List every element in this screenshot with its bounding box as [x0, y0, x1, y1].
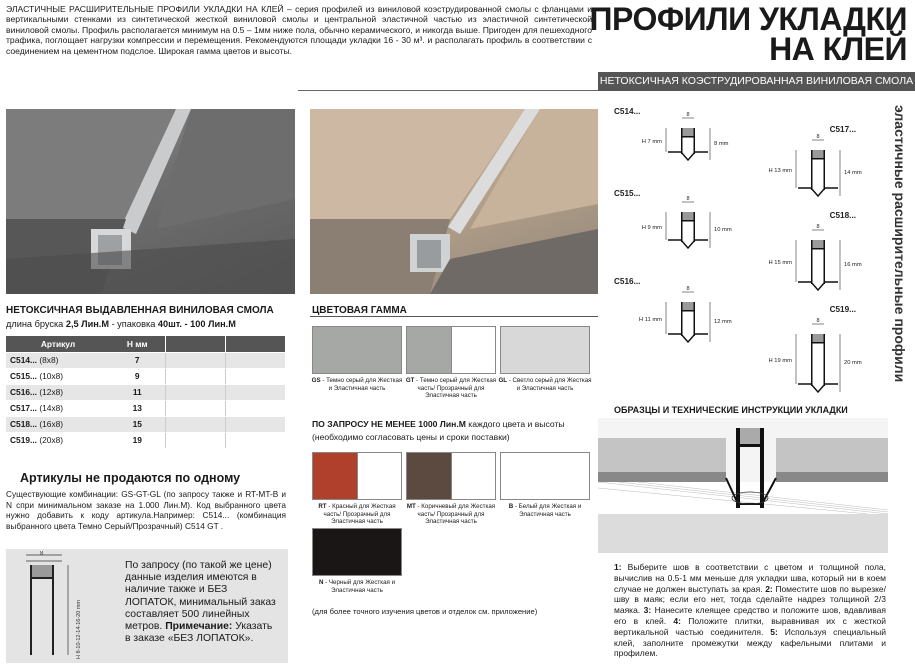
row-h: 9	[110, 368, 165, 384]
profile-bridge	[811, 342, 825, 344]
swatch-n-label: N - Черный для Жесткая и Эластичная часть	[318, 579, 396, 594]
swatch-gs-main	[313, 327, 401, 373]
profile-bridge	[681, 136, 695, 138]
table-row	[6, 416, 285, 432]
row-size: (14x8)	[39, 403, 64, 413]
col-h: H мм	[110, 336, 165, 352]
profile-insert	[682, 212, 694, 220]
profile-h: H 11 mm	[638, 317, 662, 323]
profile-wall-right	[824, 334, 826, 386]
row-empty-2	[225, 432, 285, 448]
photo-beige-illustration	[310, 109, 598, 294]
row-empty-1	[165, 352, 225, 368]
spec-title: НЕТОКСИЧНАЯ ВЫДАВЛЕННАЯ ВИНИЛОВАЯ СМОЛА	[6, 305, 274, 316]
install-diagram	[598, 418, 888, 553]
installation-photo-grey	[6, 109, 295, 294]
gs-code: GS	[311, 377, 321, 384]
request-colors-title	[312, 419, 565, 429]
colors-title: ЦВЕТОВАЯ ГАММА	[312, 305, 407, 316]
profile-wall-right	[824, 240, 826, 284]
swatch-b-main	[501, 453, 589, 499]
profile-insert	[812, 334, 824, 342]
profile-wall-left	[681, 128, 683, 154]
b-code: B	[508, 503, 514, 510]
swatch-n-main	[313, 529, 401, 575]
gt-code: GT	[405, 377, 415, 384]
row-h: 7	[110, 352, 165, 368]
profile-h: H 13 mm	[768, 168, 792, 174]
swatch-gl-label: GL - Светло серый для Жесткая и Эластичная часть	[498, 377, 592, 392]
notice-text: Существующие комбинации: GS-GT-GL (по запросу также и RT-MT-B и N спри минимальном заказе на 1.000 Лин.М). Код выбранного цвета нужно добавить к коду артикула.Например: C514... (комбинация выбранного цвета Темно Серый/Прозрачный) C514 GT .	[6, 489, 286, 531]
profile-wall-left	[681, 212, 683, 242]
spec-table	[6, 336, 285, 449]
col-article: Артикул	[6, 336, 110, 352]
profile-wall-left	[811, 150, 813, 190]
row-code: C515...	[10, 371, 38, 381]
table-row	[6, 384, 285, 400]
profile-width: 8	[816, 134, 820, 140]
profile-code: C519...	[829, 305, 856, 314]
request-profile-drawing	[22, 551, 102, 668]
swatch-mt-main	[407, 453, 451, 499]
step-text: Поместите шов по вырезке/шву в маяк; если его нет, тогда сделайте надрез толщиной 2/3 маяка.	[614, 583, 886, 616]
notice-heading: Артикулы не продаются по одному	[20, 471, 241, 485]
page-title-line1: ПРОФИЛИ УКЛАДКИ	[589, 1, 907, 37]
profile-code: C516...	[614, 277, 641, 286]
step-number: 1:	[614, 562, 622, 572]
request-note-text: Указать в заказе «БЕЗ ЛОПАТОК».	[125, 621, 273, 645]
row-code: C518...	[10, 419, 38, 429]
row-empty-2	[225, 400, 285, 416]
gl-desc: Светло серый для Жесткая и Эластичная часть	[512, 377, 592, 392]
b-desc: Белый для Жесткая и Эластичная часть	[518, 503, 582, 518]
request-colors-sub: (необходимо согласовать цены и сроки поставки)	[312, 432, 510, 442]
row-empty-2	[225, 368, 285, 384]
row-article	[6, 368, 110, 384]
profile-wall-left	[811, 334, 813, 386]
profile-insert	[812, 150, 824, 158]
page-subtitle: НЕТОКСИЧНАЯ КОЭСТРУДИРОВАННАЯ ВИНИЛОВАЯ СМОЛА 3 ЦВЕТА	[598, 72, 915, 91]
profile-bridge	[811, 158, 825, 160]
swatch-gs	[312, 326, 402, 374]
row-size: (10x8)	[39, 371, 64, 381]
row-size: (20x8)	[39, 435, 64, 445]
row-h: 11	[110, 384, 165, 400]
colors-divider	[310, 316, 598, 317]
profile-total: 8 mm	[714, 141, 729, 147]
step-number: 5:	[770, 626, 778, 637]
step-number: 3:	[643, 605, 652, 616]
profile-flange	[798, 188, 838, 196]
intro-paragraph	[6, 4, 592, 56]
step-text: Положите плитки, выравнивая их с жесткой вертикальной частью соединителя.	[614, 615, 886, 637]
profile-total: 12 mm	[714, 319, 732, 325]
step-text: Нанесите клеящее средство и положите шов, вдавливая его в клей.	[614, 605, 886, 626]
request-colors-title-a: ПО ЗАПРОСУ НЕ МЕНЕЕ 1000 Лин.М	[312, 419, 466, 429]
request-colors-title-b: каждого цвета и высоты	[465, 419, 565, 429]
request-dim-top: 8	[40, 551, 44, 557]
profile-insert	[682, 128, 694, 136]
row-empty-1	[165, 384, 225, 400]
spec-subtitle-b: 2,5 Лин.М	[65, 319, 110, 329]
profile-width: 8	[686, 196, 690, 202]
step-text: Выберите шов в соответствии с цветом и толщиной пола, вычислив на 0.5-1 мм меньше для укладки шва, который ни в коем случае не должен выступать за края.	[614, 562, 886, 594]
profile-flange	[798, 384, 838, 392]
request-text-block	[125, 560, 280, 645]
swatch-gt-main	[407, 327, 451, 373]
row-h: 15	[110, 416, 165, 432]
table-row	[6, 368, 285, 384]
profile-bridge	[681, 310, 695, 312]
profile-flange	[668, 240, 708, 248]
profile-flange	[668, 334, 708, 342]
swatch-gl	[500, 326, 590, 374]
col-empty-2	[225, 336, 285, 352]
gl-code: GL	[498, 377, 508, 384]
intro-lead: ЭЛАСТИЧНЫЕ РАСШИРИТЕЛЬНЫЕ ПРОФИЛИ УКЛАДКИ НА КЛЕЙ	[6, 4, 284, 14]
swatch-rt-main	[313, 453, 357, 499]
row-article	[6, 352, 110, 368]
row-h: 19	[110, 432, 165, 448]
profile-wall-right	[694, 212, 696, 242]
colors-footnote: (для более точного изучения цветов и отделок см. приложение)	[312, 607, 538, 616]
row-size: (16x8)	[39, 419, 64, 429]
swatch-gl-main	[501, 327, 589, 373]
row-empty-1	[165, 400, 225, 416]
row-code: C514...	[10, 355, 38, 365]
profile-code: C514...	[614, 107, 641, 116]
swatch-gt-second	[451, 327, 495, 373]
profile-drawings	[598, 100, 888, 400]
row-empty-1	[165, 368, 225, 384]
spec-subtitle-a: длина бруска	[6, 319, 66, 329]
profile-insert	[682, 302, 694, 310]
spec-subtitle-c: - упаковка	[109, 319, 158, 329]
profile-wall-left	[681, 302, 683, 336]
swatch-mt	[406, 452, 496, 500]
n-code: N	[318, 579, 324, 586]
step-number: 4:	[673, 615, 681, 626]
rt-desc: Красный для Жесткая часть/ Прозрачный для Эластичная часть	[323, 503, 396, 526]
swatch-mt-second	[451, 453, 495, 499]
profile-h: H 15 mm	[768, 260, 792, 266]
row-code: C517...	[10, 403, 38, 413]
profile-bridge	[681, 220, 695, 222]
swatch-rt-label: RT - Красный для Жесткая часть/ Прозрачный для Эластичная часть	[318, 503, 396, 526]
profile-width: 8	[816, 224, 820, 230]
row-size: (12x8)	[39, 387, 64, 397]
intro-body: – серия профилей из виниловой коэструдированной смолы с фланцами и вертикальными стенками из синтетической жесткой виниловой смолы и центральной эластичной частью из эластичной синтетической виниловой смолы. Профиль располагается минимум на 0.5 – 1мм ниже пола, обычно керамического, и никогда выше. Пригоден для пешеходного трафика, поглощает нагрузки компрессии и перемещения. Рекомендуются площади укладки 16 - 30 м³. и располагать профиль в соответствии с соединением на цементном подслое. Широкая гамма цветов и высоты.	[6, 4, 592, 56]
request-note-label: Примечание:	[165, 621, 233, 633]
row-h: 13	[110, 400, 165, 416]
row-size: (8x8)	[39, 355, 59, 365]
profile-drawings-svg	[598, 100, 888, 400]
row-empty-1	[165, 432, 225, 448]
mt-desc: Коричневый для Жесткая часть/ Прозрачный для Эластичная часть	[417, 503, 496, 526]
row-article	[6, 432, 110, 448]
swatch-rt	[312, 452, 402, 500]
row-code: C519...	[10, 435, 38, 445]
profile-wall-right	[694, 302, 696, 336]
profile-h: H 19 mm	[768, 358, 792, 364]
row-code: C516...	[10, 387, 38, 397]
profile-code: C517...	[829, 125, 856, 134]
spec-table-header	[6, 336, 285, 352]
swatch-gt	[406, 326, 496, 374]
gs-desc: Темно серый для Жесткая и Эластичная часть	[326, 377, 403, 392]
swatch-b	[500, 452, 590, 500]
profile-code: C518...	[829, 211, 856, 220]
profile-width: 8	[686, 112, 690, 118]
install-title: ОБРАЗЦЫ И ТЕХНИЧЕСКИЕ ИНСТРУКЦИИ УКЛАДКИ	[614, 405, 848, 415]
swatch-mt-label: MT - Коричневый для Жесткая часть/ Прозрачный для Эластичная часть	[406, 503, 496, 526]
mt-code: MT	[406, 503, 416, 510]
profile-flange	[798, 282, 838, 290]
spec-subtitle-d: 40шт. - 100 Лин.М	[157, 319, 236, 329]
profile-wall-right	[824, 150, 826, 190]
n-desc: Черный для Жесткая и Эластичная часть	[328, 579, 396, 594]
vertical-title-box	[888, 105, 912, 445]
profile-wall-right	[694, 128, 696, 154]
profile-insert	[812, 240, 824, 248]
profile-width: 8	[686, 286, 690, 292]
table-row	[6, 352, 285, 368]
page-title-line2: НА КЛЕЙ	[769, 31, 907, 67]
step-text: Используя специальный клей, заполните промежутки между кафельными плитами и профилем.	[614, 626, 886, 659]
profile-total: 20 mm	[844, 360, 862, 366]
row-empty-2	[225, 384, 285, 400]
row-empty-2	[225, 352, 285, 368]
installation-photo-beige	[310, 109, 598, 294]
spec-subtitle	[6, 319, 236, 329]
swatch-n	[312, 528, 402, 576]
profile-h: H 9 mm	[641, 225, 662, 231]
profile-total: 10 mm	[714, 227, 732, 233]
profile-width: 8	[816, 318, 820, 324]
swatch-b-label: B - Белый для Жесткая и Эластичная часть	[508, 503, 582, 518]
profile-bridge	[811, 248, 825, 250]
profile-code: C515...	[614, 189, 641, 198]
profile-flange	[668, 152, 708, 160]
col-empty-1	[165, 336, 225, 352]
install-steps	[614, 562, 886, 659]
request-text: По запросу (по такой же цене) данные изделия имеются в наличие также и БЕЗ ЛОПАТОК, минимальный заказ составляет 500 линейных метров.	[125, 560, 276, 633]
vertical-title: эластичные расширительные профили	[892, 105, 908, 383]
profile-h: H 7 mm	[641, 139, 662, 145]
row-empty-2	[225, 416, 285, 432]
profile-total: 16 mm	[844, 262, 862, 268]
swatch-gt-label: GT - Темно серый для Жесткая часть/ Прозрачный для Эластичная часть	[405, 377, 497, 400]
row-empty-1	[165, 416, 225, 432]
swatch-rt-second	[357, 453, 401, 499]
photo-grey-illustration	[6, 109, 295, 294]
page-title	[587, 1, 907, 67]
table-row	[6, 432, 285, 448]
profile-total: 14 mm	[844, 170, 862, 176]
step-number: 2:	[765, 583, 773, 594]
swatch-gs-label: GS - Темно серый для Жесткая и Эластичная часть	[311, 377, 403, 392]
table-row	[6, 400, 285, 416]
profile-section-icon	[22, 551, 102, 663]
profile-wall-left	[811, 240, 813, 284]
row-article	[6, 400, 110, 416]
request-dim-side: H 8-10-12-14-16-20 mm	[76, 600, 82, 659]
install-diagram-svg	[598, 418, 888, 553]
row-article	[6, 416, 110, 432]
gt-desc: Темно серый для Жесткая часть/ Прозрачный для Эластичная часть	[417, 377, 497, 400]
rt-code: RT	[318, 503, 327, 510]
row-article	[6, 384, 110, 400]
